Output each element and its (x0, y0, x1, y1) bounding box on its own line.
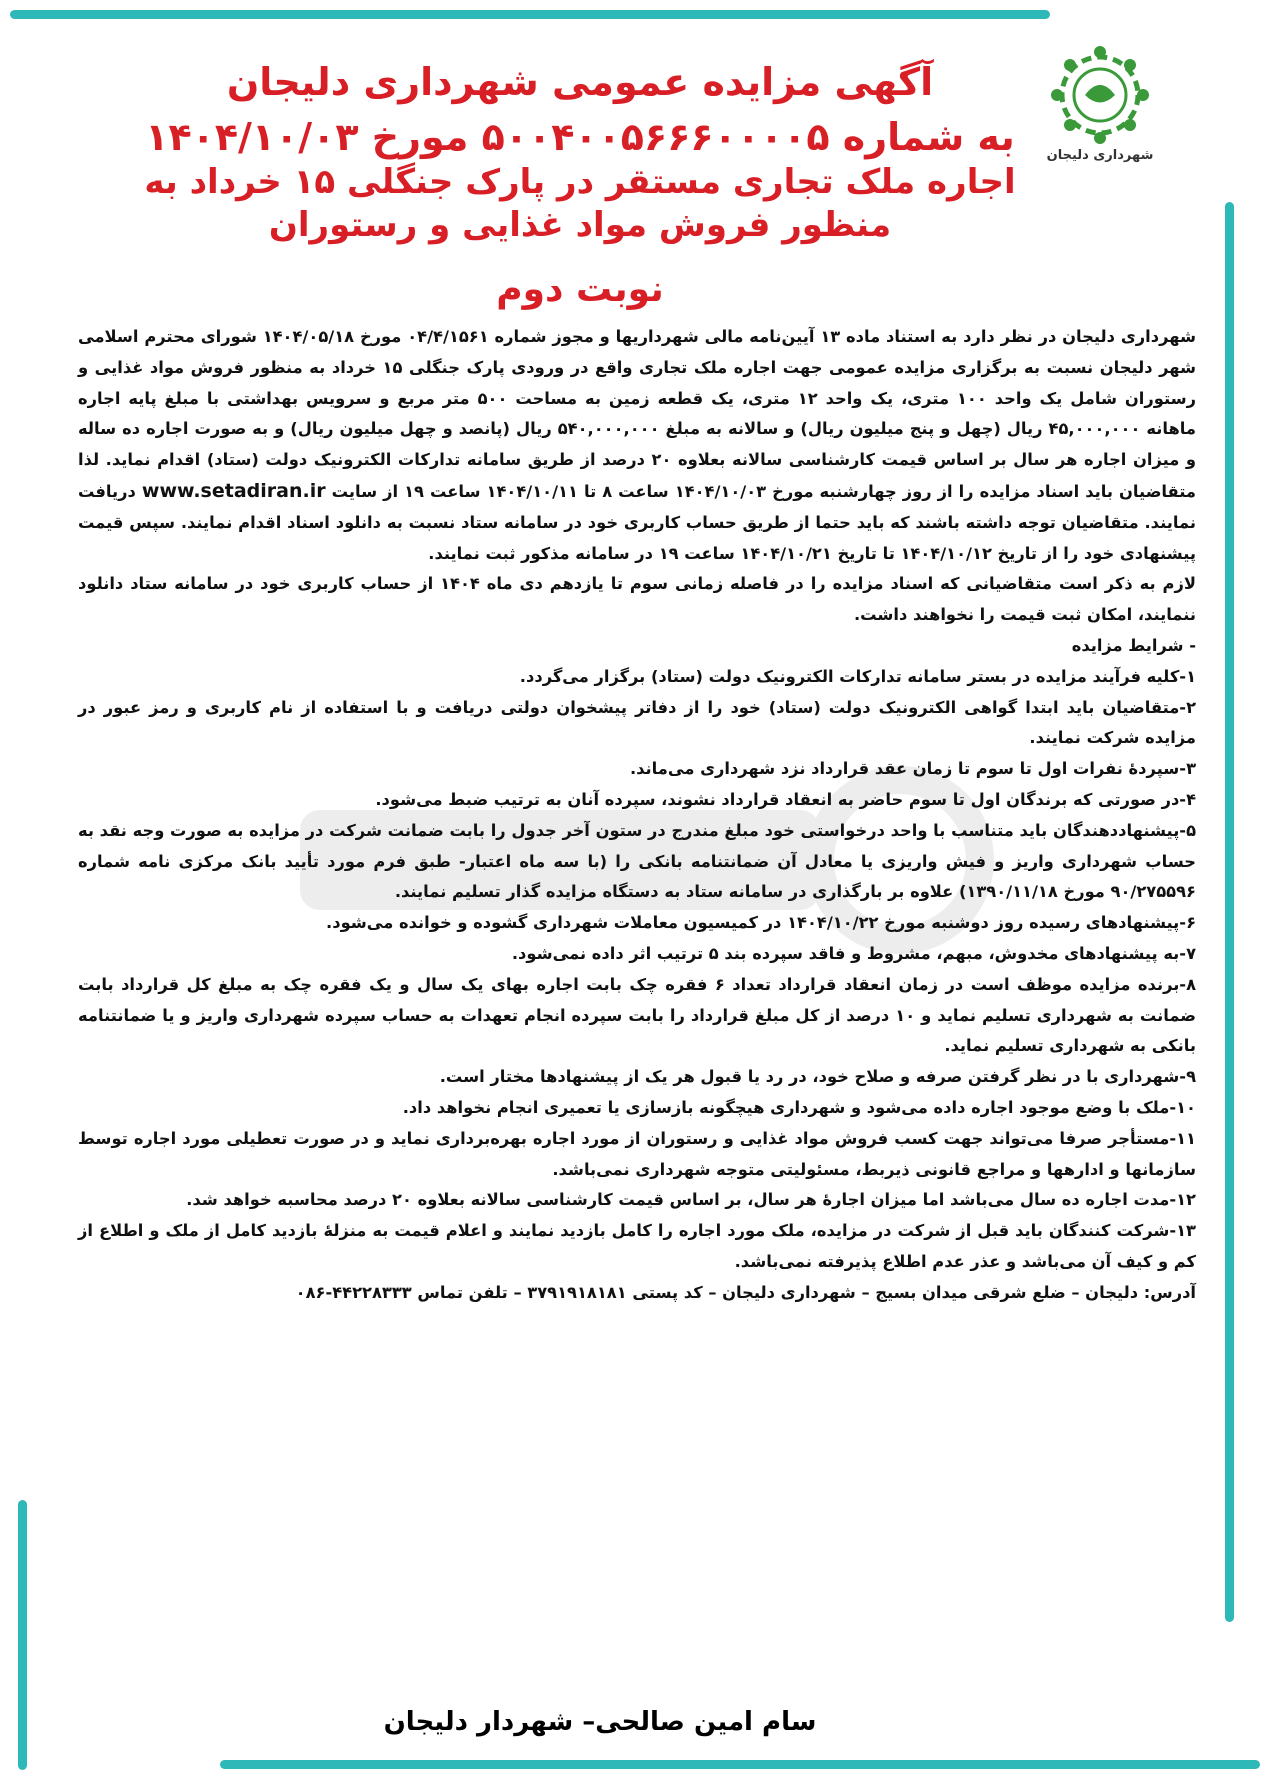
condition-item: ۶-پیشنهادهای رسیده روز دوشنبه مورخ ۱۴۰۴/۱۰/۲۲ در کمیسیون معاملات شهرداری گشوده و خوانده می‌شود. (326, 913, 1196, 933)
signature: سام امین صالحی– شهردار دلیجان (383, 1707, 817, 1737)
intro-paragraph (78, 322, 1196, 569)
municipality-logo (1040, 40, 1160, 160)
condition-item: ۱۳-شرکت کنندگان باید قبل از شرکت در مزایده، ملک مورد اجاره را کامل بازدید نمایند و اعلام قیمت به منزلهٔ بازدید کامل از ملک و اطلاع از کم و کیف آن می‌باشد و عذر عدم اطلاع پذیرفته نمی‌باشد. (78, 1221, 1196, 1271)
frame-left-bar (18, 1500, 27, 1770)
condition-item: ۴-در صورتی که برندگان اول تا سوم حاضر به انعقاد قرارداد نشوند، سپرده آنان به ترتیب ضبط می‌شود. (375, 789, 1196, 809)
address-line: آدرس: دلیجان – ضلع شرقی میدان بسیج – شهرداری دلیجان – کد پستی ۳۷۹۱۹۱۸۱۸۱ – تلفن تماس ۴۴۲۲۸۳۳۳-۰۸۶ (295, 1282, 1196, 1302)
condition-item: ۷-به پیشنهادهای مخدوش، مبهم، مشروط و فاقد سپرده بند ۵ ترتیب اثر داده نمی‌شود. (511, 943, 1196, 963)
notice-title: آگهی مزایده عمومی شهرداری دلیجان (226, 60, 934, 104)
condition-item: ۸-برنده مزایده موظف است در زمان انعقاد قرارداد تعداد ۶ فقره چک بابت اجاره بهای یک سال و یک فقره چک به مبلغ کل قرارداد بابت ضمانت به شهرداری تسلیم نماید و ۱۰ درصد از کل مبلغ قرارداد را بابت سپرده انجام تعهدات به حساب سپرده شهرداری واریز و یا ضمانتنامه بانکی به شهرداری تسلیم نماید. (78, 974, 1196, 1056)
condition-item: ۱۱-مستأجر صرفا می‌تواند جهت کسب فروش مواد غذایی و رستوران از مورد اجاره بهره‌برداری نماید و در صورت تعطیلی مورد اجاره توسط سازمانها و ادارهها و مراجع قانونی ذیربط، مسئولیتی متوجه شهرداری نمی‌باشد. (78, 1128, 1196, 1179)
frame-top-bar (10, 10, 1050, 19)
website-link[interactable]: www.setadiran.ir (141, 479, 326, 502)
condition-item: ۵-پیشنهاددهندگان باید متناسب با واحد درخواستی خود مبلغ مندرج در ستون آخر جدول را بابت ضمانت شرکت در مزایده به صورت وجه نقد به حساب شهرداری واریز و فیش واریزی یا معادل آن ضمانتنامه بانکی را (با سه ماه اعتبار- طبق فرم مورد تأیید بانک مرکزی نامه شماره ۹۰/۲۷۵۵۹۶ مورخ ۱۳۹۰/۱۱/۱۸) علاوه بر بارگذاری در سامانه ستاد به دستگاه مزایده گذار تسلیم نمایند. (78, 820, 1196, 902)
logo-caption: شهرداری دلیجان (1046, 148, 1154, 163)
notice-body (78, 322, 1196, 1309)
condition-item: ۱۲-مدت اجاره ده سال می‌باشد اما میزان اجارهٔ هر سال، بر اساس قیمت کارشناسی سالانه بعلاوه ۲۰ درصد محاسبه خواهد شد. (186, 1190, 1196, 1210)
condition-item: ۱۰-ملک با وضع موجود اجاره داده می‌شود و شهرداری هیچگونه بازسازی یا تعمیری انجام نخواهد داد. (402, 1097, 1196, 1117)
frame-bottom-bar (220, 1760, 1260, 1769)
notice-round: نوبت دوم (496, 269, 664, 311)
notice-header (140, 60, 1020, 311)
notice-number: به شماره ۵۰۰۴۰۰۵۶۶۶۰۰۰۰۵ مورخ ۱۴۰۴/۱۰/۰۳ (145, 114, 1015, 159)
condition-item: ۹-شهرداری با در نظر گرفتن صرفه و صلاح خود، در رد یا قبول هر یک از پیشنهادها مختار است. (439, 1067, 1196, 1087)
condition-item: ۳-سپردهٔ نفرات اول تا سوم تا زمان عقد قرارداد نزد شهرداری می‌ماند. (629, 759, 1196, 779)
notice-subject: اجاره ملک تجاری مستقر در پارک جنگلی ۱۵ خرداد به منظور فروش مواد غذایی و رستوران (144, 162, 1016, 245)
frame-side-bar (1225, 202, 1234, 1622)
intro-text: شهرداری دلیجان در نظر دارد به استناد ماده ۱۳ آیین‌نامه مالی شهرداریها و مجوز شماره ۰۴/۴/۱۵۶۱ مورخ ۱۴۰۴/۰۵/۱۸ شورای محترم اسلامی شهر دلیجان نسبت به برگزاری مزایده عمومی جهت اجاره ملک تجاری واقع در ورودی پارک جنگلی ۱۵ خرداد به منظور فروش مواد غذایی و رستوران شامل یک واحد ۱۰۰ متری، یک واحد ۱۲ متری، یک قطعه زمین به مساحت ۵۰۰ متر مربع و سرویس بهداشتی با مبلغ پایه اجاره ماهانه ۴۵,۰۰۰,۰۰۰ ریال (چهل و پنج میلیون ریال) و سالانه به مبلغ ۵۴۰,۰۰۰,۰۰۰ ریال (پانصد و چهل میلیون ریال) و به صورت اجاره ده ساله و میزان اجاره هر سال بر اساس قیمت کارشناسی سالانه بعلاوه ۲۰ درصد از طریق سامانه تدارکات الکترونیک دولت (ستاد) اقدام نماید. لذا متقاضیان باید اسناد مزایده را از روز چهارشنبه مورخ ۱۴۰۴/۱۰/۰۳ ساعت ۸ تا ۱۴۰۴/۱۰/۱۱ ساعت ۱۹ از سایت (78, 327, 1196, 501)
condition-item: ۱-کلیه فرآیند مزایده در بستر سامانه تدارکات الکترونیک دولت (ستاد) برگزار می‌گردد. (519, 666, 1196, 686)
condition-item: ۲-متقاضیان باید ابتدا گواهی الکترونیک دولت (ستاد) خود را از دفاتر پیشخوان دولتی دریافت و با استفاده از نام کاربری و رمز عبور در مزایده شرکت نمایند. (78, 697, 1196, 748)
note-paragraph: لازم به ذکر است متقاضیانی که اسناد مزایده را در فاصله زمانی سوم تا یازدهم دی ماه ۱۴۰۴ از حساب کاربری خود در سامانه ستاد دانلود ننمایند، امکان ثبت قیمت را نخواهند داشت. (78, 574, 1196, 625)
conditions-heading: - شرایط مزایده (1071, 635, 1196, 655)
intro-text-continued: دریافت نمایند. متقاضیان توجه داشته باشند که باید حتما از طریق حساب کاربری خود در سامانه ستاد نسبت به دانلود اسناد اقدام نمایند. سپس قیمت پیشنهادی خود را از تاریخ ۱۴۰۴/۱۰/۱۲ تا تاریخ ۱۴۰۴/۱۰/۲۱ ساعت ۱۹ در سامانه مذکور ثبت نمایند. (78, 481, 1196, 563)
